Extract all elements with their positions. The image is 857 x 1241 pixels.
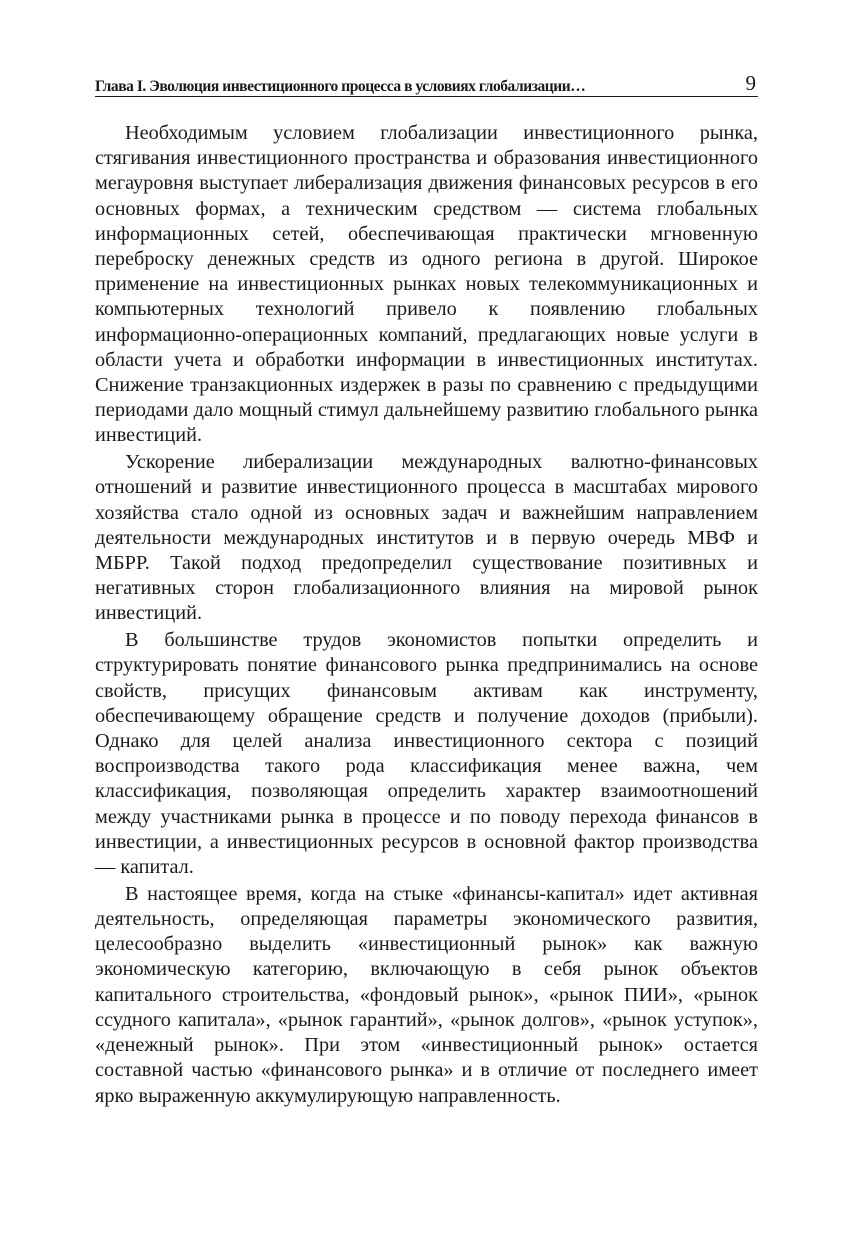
paragraph-4: В настоящее время, когда на стыке «финансы-капитал» идет активная деятельность, определяющая параметры экономического развития, целесообразно выделить «инвестиционный рынок» как важную экономическую категорию, включающую в себя рынок объектов капитального строительства, «фондовый рынок», «рынок ПИИ», «рынок ссудного капитала», «рынок гарантий», «рынок долгов», «рынок уступок», «денежный рынок». При этом «инвестиционный рынок» остается составной частью «финансового рынка» и в отличие от последнего имеет ярко выраженную аккумулирующую направленность.	[95, 882, 758, 1107]
running-head	[95, 70, 758, 97]
page-number: 9	[745, 71, 756, 95]
paragraph-1: Необходимым условием глобализации инвестиционного рынка, стягивания инвестиционного пространства и образования инвестиционного мегауровня выступает либерализация движения финансовых ресурсов в его основных формах, а техническим средством — система глобальных информационных сетей, обеспечивающая практически мгновенную переброску денежных средств из одного региона в другой. Широкое применение на инвестиционных рынках новых телекоммуникационных и компьютерных технологий привело к появлению глобальных информационно-операционных компаний, предлагающих новые услуги в области учета и обработки информации в инвестиционных институтах. Снижение транзакционных издержек в разы по сравнению с предыдущими периодами дало мощный стимул дальнейшему развитию глобального рынка инвестиций.	[95, 122, 758, 447]
book-page	[95, 70, 758, 1110]
chapter-title: Глава I. Эволюция инвестиционного процесса в условиях глобализации…	[95, 77, 586, 95]
paragraph-3: В большинстве трудов экономистов попытки определить и структурировать понятие финансового рынка предпринимались на основе свойств, присущих финансовым активам как инструменту, обеспечивающему обращение средств и получение доходов (прибыли). Однако для целей анализа инвестиционного сектора с позиций воспроизводства такого рода классификация менее важна, чем классификация, позволяющая определить характер взаимоотношений между участниками рынка в процессе и по поводу перехода финансов в инвестиции, а инвестиционных ресурсов в основной фактор производства — капитал.	[95, 629, 758, 879]
body-text	[95, 121, 758, 1109]
paragraph-2: Ускорение либерализации международных валютно-финансовых отношений и развитие инвестиционного процесса в масштабах мирового хозяйства стало одной из основных задач и важнейшим направлением деятельности международных институтов и в первую очередь МВФ и МБРР. Такой подход предопределил существование позитивных и негативных сторон глобализационного влияния на мировой рынок инвестиций.	[95, 451, 758, 625]
